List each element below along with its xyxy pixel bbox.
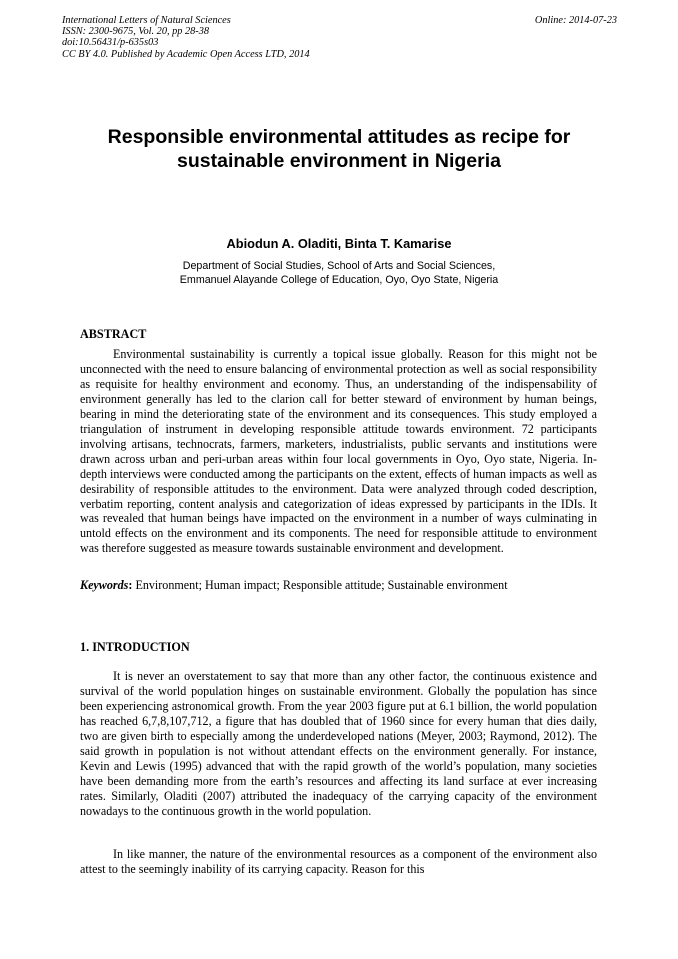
title-line-2: sustainable environment in Nigeria bbox=[177, 150, 501, 172]
abstract-heading: ABSTRACT bbox=[80, 327, 147, 341]
issn-volume: ISSN: 2300-9675, Vol. 20, pp 28-38 bbox=[62, 26, 210, 38]
keywords-label: Keywords bbox=[80, 578, 129, 592]
journal-header bbox=[62, 15, 617, 60]
intro-paragraph-2: In like manner, the nature of the environmental resources as a component of the environment also attest to the seemingly inability of its carrying capacity. Reason for this bbox=[80, 847, 597, 876]
paper-title bbox=[60, 125, 618, 173]
doi: doi:10.56431/p-635s03 bbox=[62, 37, 159, 49]
online-date: Online: 2014-07-23 bbox=[534, 15, 617, 26]
abstract-body: Environmental sustainability is currently a topical issue globally. Reason for this might not be unconnected with the need to ensure balancing of environmental protection as well as social responsibility as requisite for healthy environment and economy. Thus, an understanding of the indispensability of environment generally has led to the clarion call for better steward of environment by human beings, bearing in mind the deteriorating state of the environment and its consequences. This study employed a triangulation of instrument in developing responsible attitude towards environment. 72 participants involving artisans, technocrats, farmers, marketers, industrialists, public servants and institutions were drawn across urban and peri-urban areas within four local governments in Oyo, Oyo state, Nigeria. In-depth interviews were conducted among the participants on the extent, effects of human impacts as well as desirability of responsible attitudes to the environment. Data were analyzed through coded description, verbatim reporting, content analysis and categorization of ideas expressed by participants in the IDIs. It was revealed that human beings have impacted on the environment in a number of ways culminating in untold effects on the environment and its components. The need for responsible attitude to environment was therefore suggested as measure towards sustainable environment and development. bbox=[80, 347, 597, 556]
keywords-separator: : bbox=[128, 578, 136, 592]
license-line: CC BY 4.0. Published by Academic Open Access LTD, 2014 bbox=[62, 48, 310, 60]
author-list: Abiodun A. Oladiti, Binta T. Kamarise bbox=[226, 236, 452, 251]
journal-info bbox=[62, 15, 617, 60]
title-line-1: Responsible environmental attitudes as recipe for bbox=[107, 126, 571, 148]
section-heading-introduction: 1. INTRODUCTION bbox=[80, 640, 190, 654]
affiliation bbox=[60, 259, 618, 288]
keywords-list: Environment; Human impact; Responsible attitude; Sustainable environment bbox=[135, 578, 508, 592]
affiliation-line-2: Emmanuel Alayande College of Education, Oyo, Oyo State, Nigeria bbox=[179, 274, 499, 287]
affiliation-line-1: Department of Social Studies, School of Arts and Social Sciences, bbox=[182, 260, 496, 272]
keywords-line bbox=[80, 578, 597, 593]
journal-name: International Letters of Natural Sciences bbox=[62, 15, 231, 26]
intro-paragraph-1: It is never an overstatement to say that more than any other factor, the continuous existence and survival of the world population hinges on sustainable environment. Globally the population has since been experiencing astronomical growth. From the year 2003 figure put at 6.1 billion, the world population has reached 6,7,8,107,712, a figure that has doubled that of 1960 since for every human that dies daily, two are given birth to especially among the underdeveloped nations (Meyer, 2003; Raymond, 2012). The said growth in population is not without attendant effects on the environment generally. For instance, Kevin and Lewis (1995) advanced that with the rapid growth of the world’s population, many societies have been demanding more from the earth’s resources and affecting its land surface at ever increasing rates. Similarly, Oladiti (2007) attributed the inadequacy of the carrying capacity of the environment nowadays to the continuous growth in the world population. bbox=[80, 669, 597, 818]
